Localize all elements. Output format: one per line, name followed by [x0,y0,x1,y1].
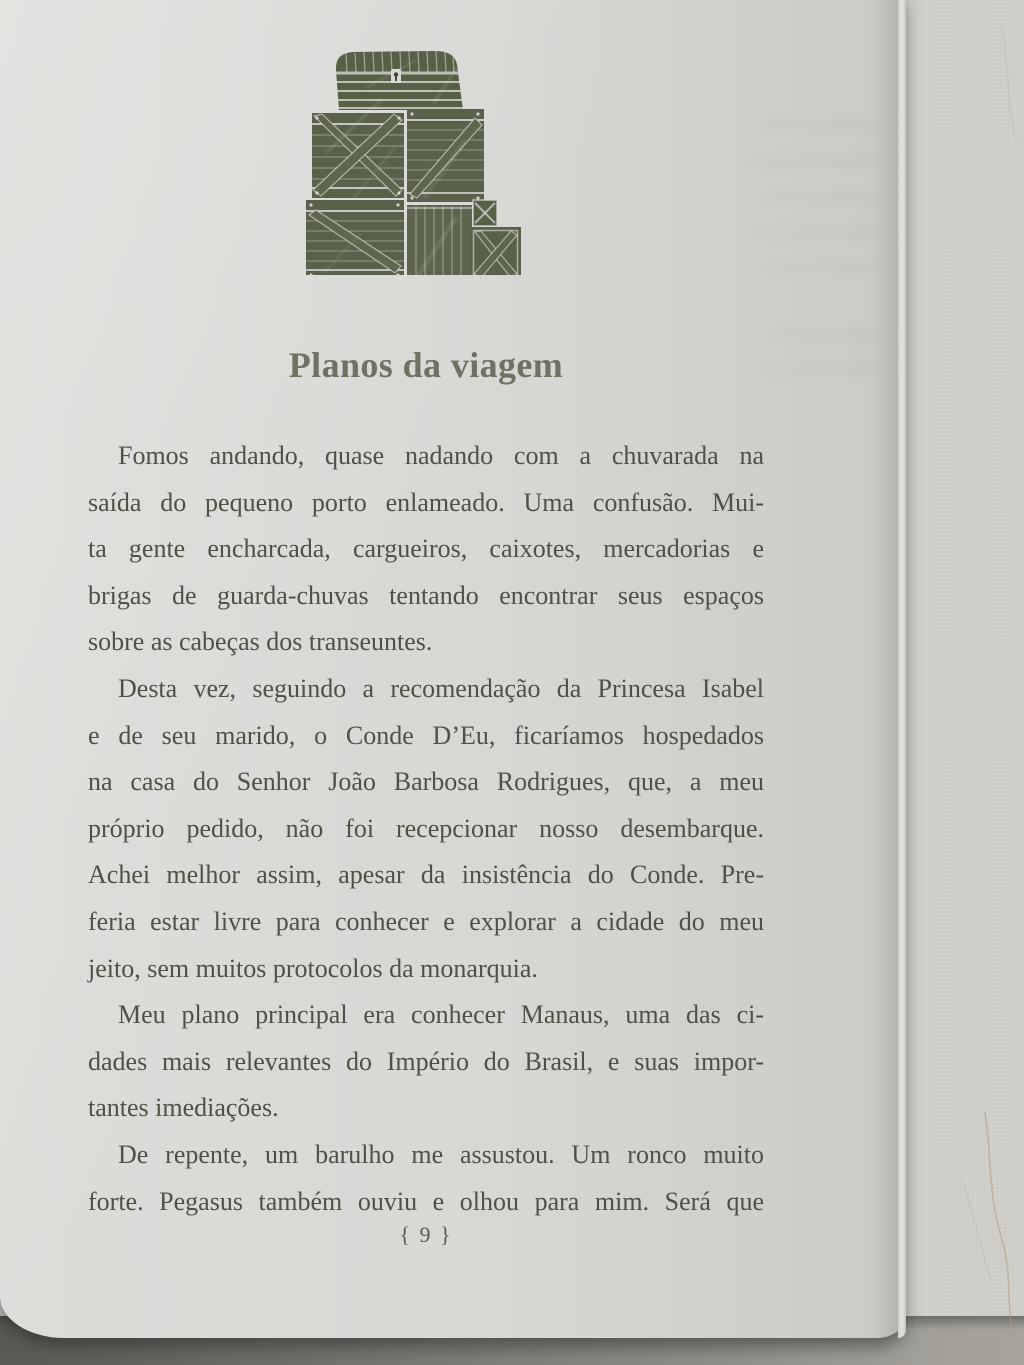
page-number: { 9 } [399,1222,453,1247]
text-line: Desta vez, seguindo a recomendação da Princesa Isabel [118,673,764,703]
text-line: De repente, um barulho me assustou. Um ronco muito [118,1139,764,1169]
chapter-title: Planos da viagem [288,345,564,385]
text-line: feria estar livre para conhecer e explorar a cidade do meu [88,906,764,936]
text-line: sobre as cabeças dos transeuntes. [88,627,433,657]
text-line: Achei melhor assim, apesar da insistência do Conde. Pre- [88,860,764,890]
text-line: tantes imediações. [88,1093,279,1123]
book-cover-edge [897,0,1024,1365]
crate-diagonal-right [407,109,484,202]
text-line: Fomos andando, quase nadando com a chuvarada na [118,441,764,470]
text-line: Meu plano principal era conhecer Manaus, uma das ci- [118,1000,764,1030]
text-line: dades mais relevantes do Império do Brasil, e suas impor- [88,1046,764,1076]
crates-illustration [306,48,528,275]
text-line: e de seu marido, o Conde D’Eu, ficaríamos hospedados [88,720,764,750]
text-line: brigas de guarda-chuvas tentando encontrar seus espaços [88,580,764,610]
text-line: jeito, sem muitos protocolos da monarquia. [88,953,538,983]
crate-x-small [473,200,497,226]
text-line: ta gente encharcada, cargueiros, caixotes, mercadorias e [88,534,764,564]
text-line: na casa do Senhor João Barbosa Rodrigues, que, a meu [88,767,764,797]
text-line: forte. Pegasus também ouviu e olhou para mim. Será que [88,1186,764,1216]
text-line: próprio pedido, não foi recepcionar nosso desembarque. [88,813,764,843]
text-line: saída do pequeno porto enlameado. Uma confusão. Mui- [88,487,764,517]
body-text [88,433,764,1225]
crate-x-bottom-right [470,227,521,275]
trunk-icon [336,51,464,110]
